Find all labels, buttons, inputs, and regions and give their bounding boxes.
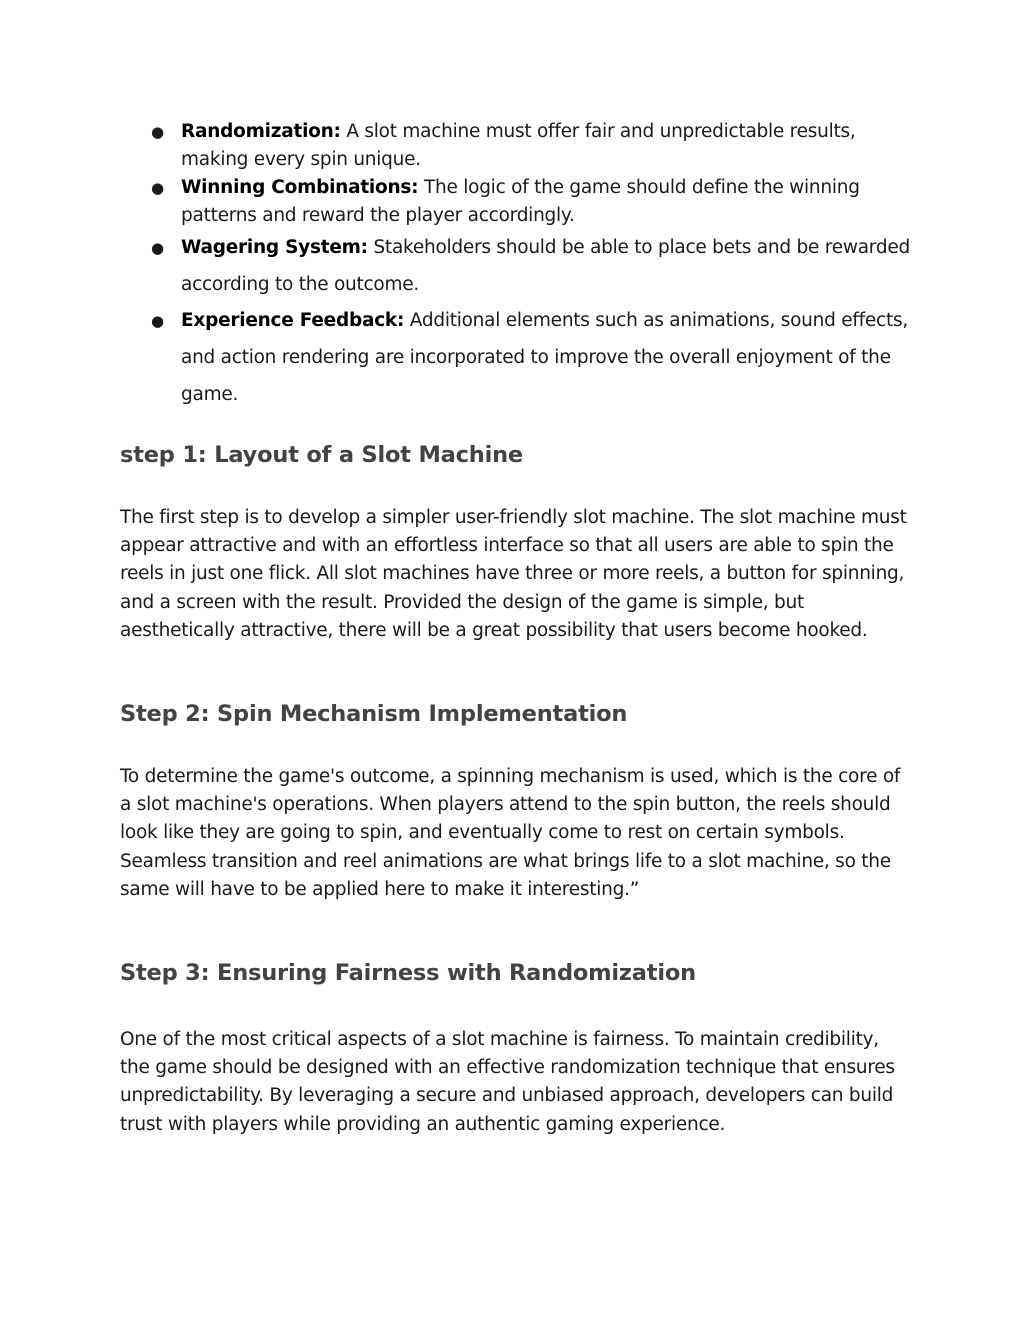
bullet-item-experience-feedback xyxy=(150,303,920,413)
section-heading-step-2: Step 2: Spin Mechanism Implementation xyxy=(120,701,628,727)
bullet-item-randomization xyxy=(150,118,920,174)
bullet-term: Winning Combinations: xyxy=(181,177,419,198)
bullet-item-wagering-system xyxy=(150,230,920,303)
bullet-term: Wagering System: xyxy=(181,237,368,258)
bullet-dot-icon: ● xyxy=(151,312,164,331)
section-body-step-2: To determine the game's outcome, a spinning mechanism is used, which is the core of a slot machine's operations. When players attend to the spin button, the reels should look like they are going to spin, and eventually come to rest on certain symbols. Seamless transition and reel animations are what brings life to a slot machine, so the same will have to be applied here to make it interesting.” xyxy=(120,766,901,900)
bullet-dot-icon: ● xyxy=(151,239,164,257)
bullet-text: Stakeholders should be able to place bets and be rewarded according to the outcome. xyxy=(181,237,910,295)
section-heading-step-3: Step 3: Ensuring Fairness with Randomization xyxy=(120,960,696,986)
bullet-dot-icon: ● xyxy=(151,123,164,141)
feature-bullet-list xyxy=(150,118,920,414)
bullet-term: Randomization: xyxy=(181,121,341,142)
bullet-dot-icon: ● xyxy=(151,179,164,197)
bullet-item-winning-combinations xyxy=(150,174,920,230)
bullet-term: Experience Feedback: xyxy=(181,310,405,332)
bullet-text: Additional elements such as animations, sound effects, and action rendering are incorporated to improve the overall enjoyment of the game. xyxy=(181,310,908,405)
bullet-text: The logic of the game should define the winning patterns and reward the player accordingly. xyxy=(181,177,860,226)
section-body-step-1: The first step is to develop a simpler user-friendly slot machine. The slot machine must appear attractive and with an effortless interface so that all users are able to spin the reels in just one flick. All slot machines have three or more reels, a button for spinning, and a screen with the result. Provided the design of the game is simple, but aesthetically attractive, there will be a great possibility that users become hooked. xyxy=(120,507,907,641)
section-heading-step-1: step 1: Layout of a Slot Machine xyxy=(120,442,523,468)
bullet-text: A slot machine must offer fair and unpredictable results, making every spin unique. xyxy=(181,121,856,170)
section-body-step-3: One of the most critical aspects of a slot machine is fairness. To maintain credibility, the game should be designed with an effective randomization technique that ensures unpredictability. By leveraging a secure and unbiased approach, developers can build trust with players while providing an authentic gaming experience. xyxy=(120,1029,895,1135)
